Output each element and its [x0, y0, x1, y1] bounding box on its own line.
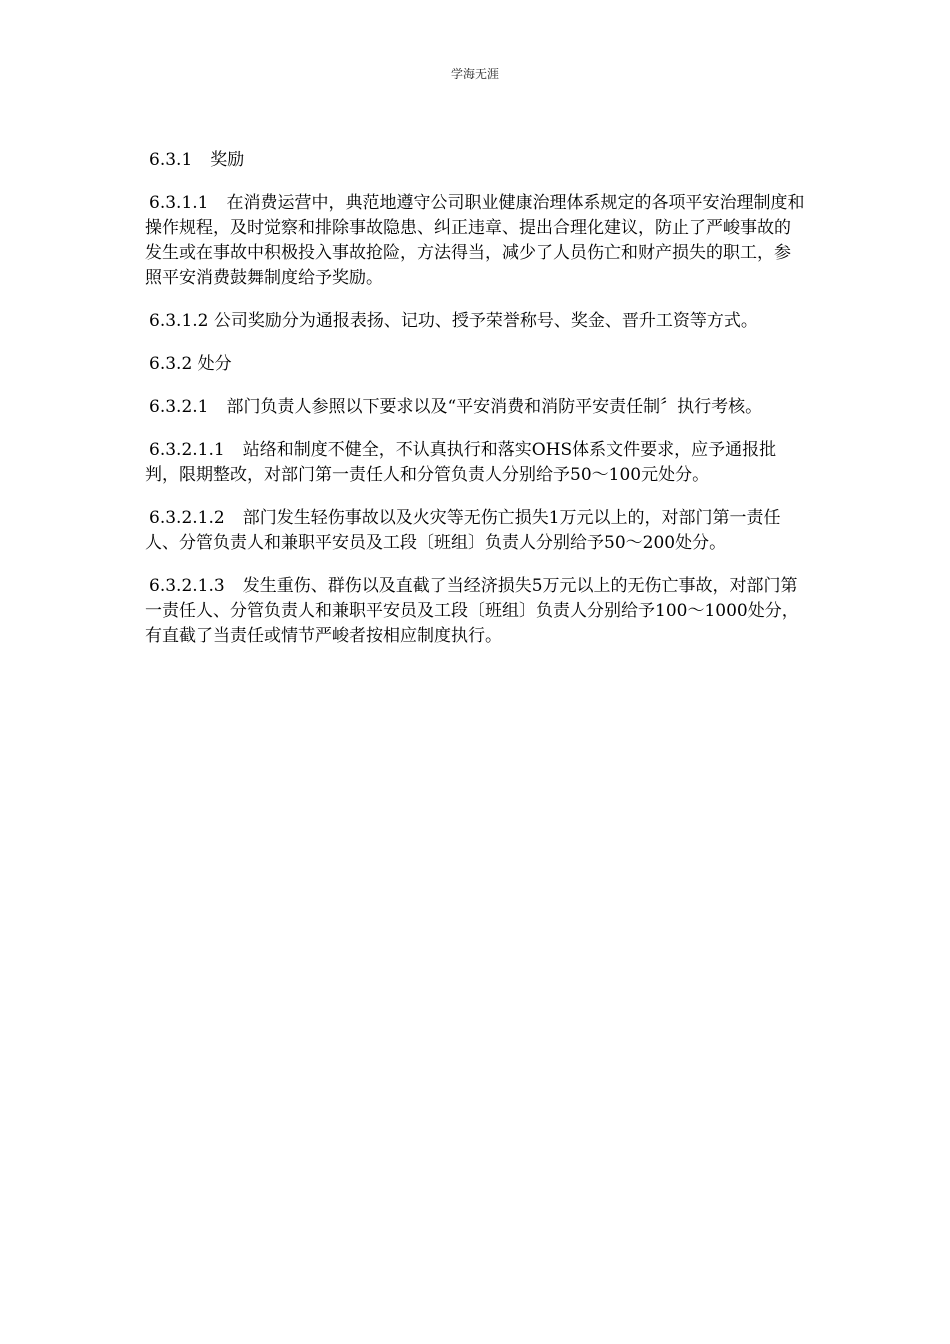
section-number: 6.3.2.1.1: [149, 440, 225, 460]
section-text: 奖励: [210, 150, 245, 170]
section-number: 6.3.1.1: [149, 193, 209, 213]
section-6-3-1-2: [145, 309, 805, 334]
section-6-3-2-1-3: [145, 574, 805, 649]
section-text: 站络和制度不健全，不认真执行和落实OHS体系文件要求，应予通报批判，限期整改，对部门第一责任人和分管负责人分别给予50～100元处分。: [145, 440, 777, 485]
section-6-3-1: [145, 148, 805, 173]
section-number: 6.3.2.1.3: [149, 576, 225, 596]
section-number: 6.3.2.1: [149, 397, 209, 417]
page-header: 学海无涯: [450, 67, 499, 81]
section-text: 在消费运营中，典范地遵守公司职业健康治理体系规定的各项平安治理制度和操作规程，及时觉察和排除事故隐患、纠正违章、提出合理化建议，防止了严峻事故的发生或在事故中积极投入事故抢险，方法得当，减少了人员伤亡和财产损失的职工，参照平安消费鼓舞制度给予奖励。: [145, 193, 805, 288]
section-6-3-2-1-1: [145, 438, 805, 488]
section-text: 公司奖励分为通报表扬、记功、授予荣誉称号、奖金、晋升工资等方式。: [213, 311, 758, 331]
section-number: 6.3.2.1.2: [149, 508, 225, 528]
section-number: 6.3.2: [149, 354, 193, 374]
section-number: 6.3.1: [149, 150, 193, 170]
section-number: 6.3.1.2: [149, 311, 209, 331]
document-body: [145, 148, 805, 667]
section-text: 部门发生轻伤事故以及火灾等无伤亡损失1万元以上的，对部门第一责任人、分管负责人和兼职平安员及工段〔班组〕负责人分别给予50～200处分。: [145, 508, 781, 553]
section-6-3-2-1-2: [145, 506, 805, 556]
section-6-3-2-1: [145, 395, 805, 420]
section-text: 处分: [197, 354, 232, 374]
section-text: 部门负责人参照以下要求以及“平安消费和消防平安责任制〞执行考核。: [226, 397, 763, 417]
section-6-3-2: [145, 352, 805, 377]
section-text: 发生重伤、群伤以及直截了当经济损失5万元以上的无伤亡事故，对部门第一责任人、分管负责人和兼职平安员及工段〔班组〕负责人分别给予100～1000处分，有直截了当责任或情节严峻者按相应制度执行。: [145, 576, 799, 646]
section-6-3-1-1: [145, 191, 805, 291]
